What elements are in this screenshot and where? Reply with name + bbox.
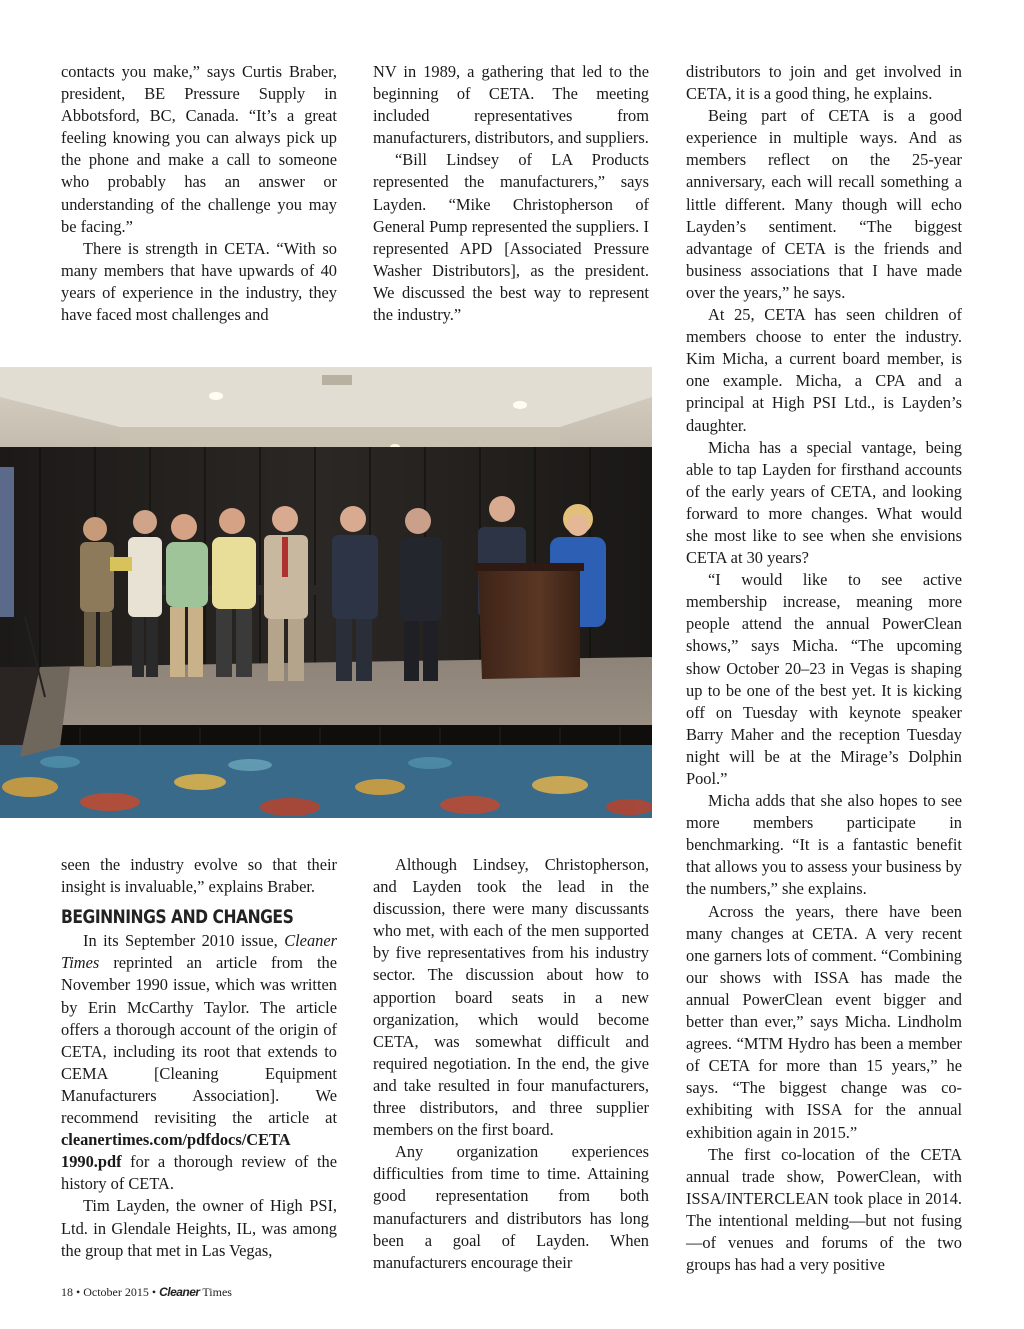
paragraph: Micha adds that she also hopes to see more members participate in benchmarking. “It is a fantastic benefit that allows you to assess your business by the numbers,” she explains. [686,791,962,899]
paragraph: “Bill Lindsey of LA Products represented the manufacturers,” says Layden. “Mike Christopherson of General Pump represented the suppliers. I represented APD [Associated Pressure Washer Distributors], as the president. We discussed the best way to represent the industry.” [373,150,649,325]
paragraph: At 25, CETA has seen children of members choose to enter the industry. Kim Micha, a current board member, is one example. Micha, a CPA and a principal at High PSI Ltd., is Layden’s daughter. [686,305,962,435]
paragraph: distributors to join and get involved in CETA, it is a good thing, he explains. [686,62,962,104]
paragraph: Across the years, there have been many changes at CETA. A very recent one garners lots of comment. “Combining our shows with ISSA has made the annual PowerClean event bigger and better than ever,” says Micha. Lindholm agrees. “MTM Hydro has been a member of CETA for more than 15 years,” he says. “The biggest change was co-exhibiting with ISSA for the annual exhibition again in 2015.” [686,901,962,1142]
magazine-name-2: Times [202,1285,232,1299]
issue-date: October 2015 [83,1285,149,1299]
column-1-bottom [61,854,337,1262]
paragraph: In its September 2010 issue, Cleaner Times reprinted an article from the November 1990 issue, which was written by Erin McCarthy Taylor. The article offers a thorough account of the origin of CETA, including its root that extends to CEMA [Cleaning Equipment Manufacturers Association]. We recommend revisiting the article at cleanertimes.com/pdfdocs/CETA 1990.pdf for a thorough review of the history of CETA. [61,931,337,1194]
paragraph: seen the industry evolve so that their insight is invaluable,” explains Braber. [61,855,337,897]
paragraph: contacts you make,” says Curtis Braber, president, BE Pressure Supply in Abbotsford, BC, Canada. “It’s a great feeling knowing you can always pick up the phone and make a call to someone who probably has an answer or understanding of the challenge you may be facing.” [61,62,337,236]
column-2-top [373,61,649,326]
paragraph: Being part of CETA is a good experience in multiple ways. And as members reflect on the 25-year anniversary, each will recall something a little different. Many though will echo Layden’s sentiment. “The biggest advantage of CETA is the friends and business associations that I have made over the years,” he says. [686,106,962,302]
page-footer: 18 • October 2015 • Cleaner Times [61,1285,232,1299]
section-heading: BEGINNINGS AND CHANGES [61,906,294,929]
column-3 [686,61,962,1276]
paragraph: Although Lindsey, Christopherson, and Layden took the lead in the discussion, there were many discussants who met, with each of the men supported by five representatives from his industry sector. The discussion about how to apportion board seats in a new organization, which would become CETA, was somewhat difficult and required negotiation. In the end, the give and take resulted in four manufacturers, three distributors, and three supplier members on the first board. [373,855,649,1140]
paragraph: Tim Layden, the owner of High PSI, Ltd. in Glendale Heights, IL, was among the group that met in Las Vegas, [61,1196,337,1260]
paragraph: The first co-location of the CETA annual trade show, PowerClean, with ISSA/INTERCLEAN took place in 2014. The intentional melding—but not fusing—of venues and forums of the two groups has had a very positive [686,1144,962,1275]
paragraph: Micha has a special vantage, being able to tap Layden for firsthand accounts of the early years of CETA, and looking forward to more changes. What would she most like to see when she envisions CETA at 30 years? [686,437,962,568]
column-2-bottom [373,854,649,1274]
article-url: cleanertimes.com/pdfdocs/CETA 1990.pdf [61,1130,291,1172]
magazine-title: Cleaner Times [61,931,337,973]
column-1-top [61,61,337,326]
magazine-name: Cleaner [159,1285,200,1299]
page-number: 18 [61,1285,73,1299]
paragraph: NV in 1989, a gathering that led to the beginning of CETA. The meeting included representatives from manufacturers, distributors, and suppliers. [373,62,649,148]
paragraph: There is strength in CETA. “With so many members that have upwards of 40 years of experience in the industry, they have faced most challenges and [61,238,337,325]
paragraph: “I would like to see active membership increase, meaning more people attend the annual PowerClean shows,” says Micha. “The upcoming show October 20–23 in Vegas is shaping up to be one of the best yet. It is kicking off on Tuesday with keynote speaker Barry Maher and the reception Tuesday night will be at the Mirage’s Dolphin Pool.” [686,570,962,788]
award-ceremony-photo [0,367,652,818]
paragraph: Any organization experiences difficulties from time to time. Attaining good representation from both manufacturers and distributors has long been a goal of Layden. When manufacturers encourage their [373,1142,649,1272]
